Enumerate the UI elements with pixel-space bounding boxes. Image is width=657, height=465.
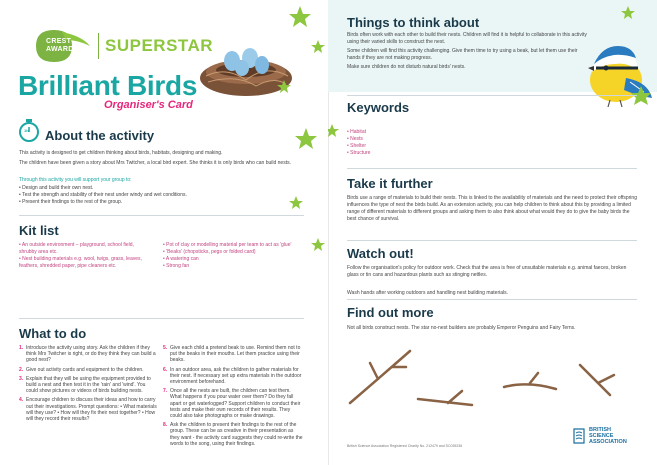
twigs-illustration (348, 345, 648, 435)
list-item: • Nests (347, 136, 467, 143)
list-item: 8. Ask the children to present their findings to the rest of the group. These can be as creative in their presentation as they want - the activity card suggests they could re-write the words to the song, using their findings. (163, 422, 303, 447)
about-list (19, 185, 304, 206)
list-item: • A watering can (163, 256, 293, 263)
things-p2: Some children will find this activity challenging. Give them time to try using a beak, but let them use their hands if they are not making progress. (347, 48, 578, 61)
footer-charity: British Science Association Registered Charity No. 212479 and SC039236 (347, 444, 463, 448)
about-lead: Through this activity you will support your group to: (19, 177, 132, 183)
divider (347, 168, 637, 169)
bsa-line1: BRITISH (589, 427, 611, 433)
bsa-logo (572, 427, 627, 445)
list-item: • Pot of clay or modelling material per team to act as 'glue' (163, 242, 293, 249)
list-item: • Shelter (347, 143, 467, 150)
list-item: • Nest building materials e.g. wool, twigs, grass, leaves, feathers, shredded paper, pipe cleaners etc. (19, 256, 149, 270)
things-p3: Make sure children do not disturb natural birds' nests. (347, 64, 466, 70)
kit-list-left (19, 242, 149, 270)
list-item: 4. Encourage children to discuss their ideas and how to carry out their investigations. Prompt questions: • What materials will they use? • How will they fix their nest together? • How will they record their results? (19, 397, 157, 423)
kit-heading: Kit list (19, 223, 59, 238)
crest-line2: AWARDS (46, 46, 79, 53)
list-item: 6. In an outdoor area, ask the children to gather materials for their nest. If necessary set up extra materials in the outdoor environment beforehand. (163, 366, 302, 386)
watch-p1: Follow the organisation's policy for outdoor work. Check that the area is free of unsuitable materials e.g. animal faeces, broken glass or tin cans and hazardous plants such as stinging nettles. (347, 265, 627, 278)
list-item: • An outside environment – playground, school field, shrubby area etc. (19, 242, 149, 256)
page-title: Brilliant Birds (18, 70, 198, 101)
list-item: • Test the strength and stability of their nest under windy and wet conditions. (19, 192, 304, 199)
todo-list-right (163, 345, 303, 450)
list-item: • Structure (347, 150, 467, 157)
further-p: Birds use a range of materials to build their nests. This is linked to the availability of materials and the need to protect their offspring influences the type of nest the birds build. As an extension activity, you can help children to think about this by providing a limited range of different materials to different groups and asking them to also think about what would they do to give the baby birds the best chance of survival. (347, 195, 637, 222)
left-column (0, 0, 328, 465)
list-item: 5. Give each child a pretend beak to use. Remind them not to put the beaks in their mouths. Let them practice using their beaks. (163, 345, 301, 364)
things-heading: Things to think about (347, 15, 480, 30)
clock-icon (18, 118, 40, 142)
list-item: 2. Give out activity cards and equipment to the children. (19, 366, 144, 373)
list-item: 1. Introduce the activity using story. Ask the children if they think Mrs Twitcher is right, or do they think they can build a good nest? (19, 345, 156, 364)
todo-heading: What to do (19, 326, 87, 341)
list-item: • Present their findings to the rest of the group. (19, 199, 304, 206)
keywords-heading: Keywords (347, 100, 410, 115)
further-heading: Take it further (347, 176, 433, 191)
watch-p2: Wash hands after working outdoors and handling nest building materials. (347, 290, 509, 296)
bsa-icon (572, 427, 586, 445)
watch-heading: Watch out! (347, 246, 414, 261)
right-column (328, 0, 657, 465)
award-level: SUPERSTAR (105, 36, 214, 55)
about-p1: This activity is designed to get children thinking about birds, habitats, designing and making. (19, 150, 223, 156)
list-item: • Design and build their own nest. (19, 185, 304, 192)
divider (19, 215, 304, 216)
kit-list-right (163, 242, 293, 270)
page-subtitle: Organiser's Card (104, 99, 193, 111)
about-heading: About the activity (45, 128, 155, 143)
find-heading: Find out more (347, 305, 434, 320)
list-item: • Strong fan (163, 263, 293, 270)
divider (347, 299, 637, 300)
list-item: • Habitat (347, 129, 467, 136)
divider (19, 318, 304, 319)
clock-label: 1h (24, 128, 29, 133)
divider (347, 240, 637, 241)
todo-list-left (19, 345, 157, 425)
divider (347, 95, 637, 96)
bsa-line2: SCIENCE (589, 433, 614, 439)
crest-line1: CREST (46, 38, 72, 45)
list-item: 7. Once all the nests are built, the children can test them. What happens if you pour water over them? Do they fall apart or get waterlogged? Support children to conduct their tests and make their own records of their results. They could also take photographs or make drawings. (163, 388, 301, 420)
about-p2: The children have been given a story about Mrs Twitcher, a local bird expert. She thinks it is only birds who can build nests. (19, 160, 291, 166)
keywords-list (347, 129, 467, 157)
list-item: 3. Explain that they will be using the equipment provided to build a nest and then test it in the 'rain' and 'wind'. You could show pictures or videos of birds building nests. (19, 375, 151, 395)
things-p1: Birds often work with each other to build their nests. Children will find it is helpful to collaborate in this activity using their varied skills to construct the nest. (347, 32, 587, 45)
find-p: Not all birds construct nests. The star no-nest builders are probably Emperor Penguins and Fairy Terns. (347, 325, 576, 331)
list-item: • 'Beaks' (chopsticks, pegs or folded card) (163, 249, 293, 256)
bsa-line3: ASSOCIATION (589, 439, 627, 445)
